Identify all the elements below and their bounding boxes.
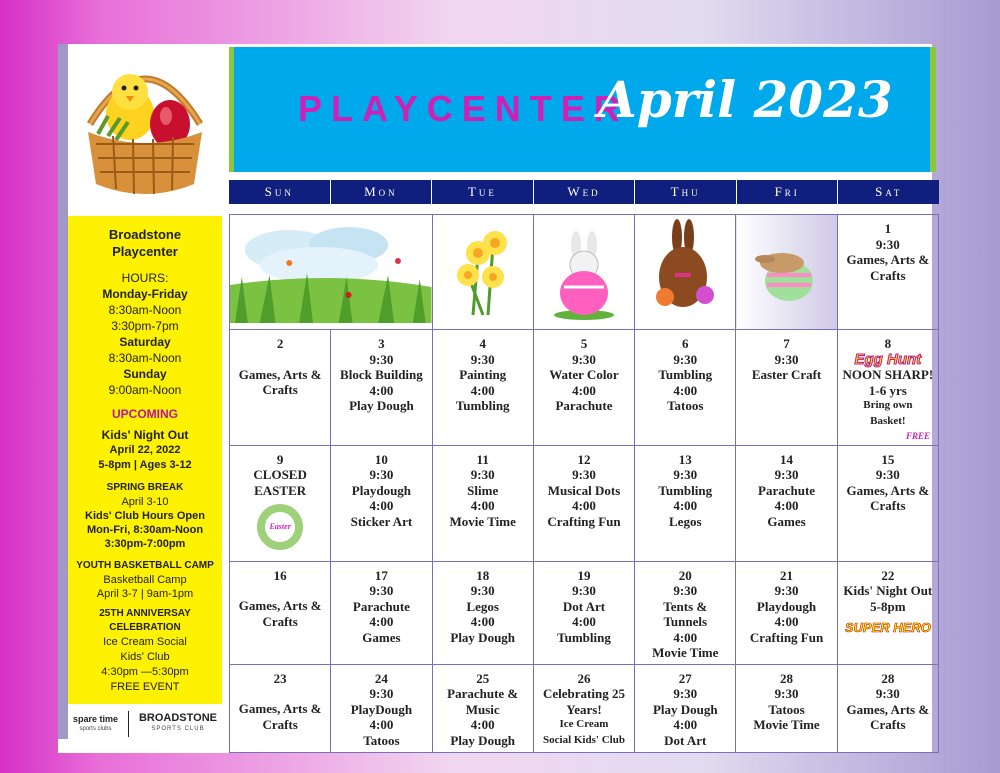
activity-line: Playdough [351, 482, 412, 498]
day-number: 13 [678, 451, 692, 467]
day-number: 1 [884, 221, 892, 236]
logo-spare-time-sub: sports clubs [79, 726, 112, 732]
calendar-day-3 [331, 330, 432, 446]
activity-line: 5-8pm [870, 598, 906, 614]
hours-day-weekday: Monday-Friday [102, 287, 188, 301]
activity-line: 4:00 [673, 717, 698, 732]
day-number: 23 [273, 670, 287, 686]
hours-time: 9:00am-Noon [108, 383, 182, 397]
activity-note: Bring own [863, 399, 913, 411]
day-number: 12 [577, 451, 591, 467]
calendar-day-13 [635, 445, 736, 561]
day-number: 2 [276, 336, 284, 351]
activity-line: 9:30 [369, 686, 394, 701]
activity-line: Games, Arts & [238, 366, 322, 382]
activity-line: Painting [459, 367, 507, 382]
logo-broadstone: BROADSTONE [138, 712, 217, 724]
activity-line: Crafts [870, 498, 906, 513]
sidebar [68, 44, 222, 739]
activity-line: Dot Art [664, 732, 707, 748]
activity-line: Crafting Fun [547, 513, 621, 529]
activity-line: Tumbling [658, 482, 713, 498]
calendar-day-16 [230, 561, 331, 664]
activity-line: Parachute [352, 598, 410, 614]
day-header-mon: Mon [331, 180, 433, 204]
day-number: 14 [780, 451, 794, 467]
activity-line: 9:30 [470, 351, 495, 367]
activity-line: 9:30 [572, 351, 596, 367]
hours-day-sunday: Sunday [123, 367, 167, 381]
day-number: 11 [476, 451, 489, 467]
anniversary-line: Ice Cream Social [103, 636, 187, 648]
camp-line: April 3-7 | 9am-1pm [96, 588, 194, 600]
activity-line: Crafts [262, 716, 298, 732]
calendar-week [230, 215, 939, 330]
activity-line: 4:00 [369, 717, 394, 732]
activity-line: Parachute [555, 398, 613, 413]
activity-line: 4:00 [470, 717, 495, 732]
activity-line: Tents & [663, 598, 708, 614]
activity-line: Kids' Night Out [843, 583, 933, 598]
activity-line: 4:00 [774, 614, 799, 629]
activity-line: Games, Arts & [846, 701, 930, 717]
egg-hunt-title: Egg Hunt [854, 350, 922, 368]
activity-line: Sticker Art [350, 513, 413, 529]
easter-basket-illustration [68, 44, 222, 214]
activity-line: 9:30 [875, 686, 900, 701]
activity-line: Play Dough [652, 701, 718, 717]
easter-wreath-icon [257, 504, 303, 550]
calendar-day-4 [432, 330, 533, 446]
activity-line: 9:30 [572, 583, 596, 598]
hours-time: 3:30pm-7pm [111, 319, 179, 333]
super-hero-badge: SUPER HERO [844, 620, 931, 635]
activity-line: 9:30 [369, 351, 394, 367]
day-number: 8 [884, 336, 892, 351]
activity-line: 9:30 [673, 583, 698, 598]
activity-line: Games [767, 513, 806, 529]
day-number: 28 [881, 670, 895, 686]
day-number: 17 [374, 567, 388, 583]
activity-line: 4:00 [470, 498, 495, 513]
day-number: 4 [479, 336, 486, 351]
activity-line: 9:30 [673, 686, 698, 701]
activity-line: 4:00 [369, 614, 394, 629]
calendar-day-18 [432, 561, 533, 664]
calendar-day-8 [837, 330, 938, 446]
calendar-day-11 [432, 445, 533, 561]
day-header-wed: Wed [534, 180, 636, 204]
activity-line: Games, Arts & [846, 482, 930, 498]
activity-line: Tatoos [768, 701, 805, 717]
calendar-week [230, 664, 939, 752]
activity-line: Games, Arts & [238, 598, 322, 613]
day-number: 20 [678, 567, 692, 583]
wreath-label: Easter [269, 522, 291, 532]
activity-line: 9:30 [470, 583, 495, 598]
activity-line: 4:00 [369, 498, 394, 513]
bunny-egg-illustration [533, 215, 634, 330]
header-accent-right [930, 47, 936, 172]
activity-line: Play Dough [450, 629, 516, 645]
activity-line: 9:30 [774, 686, 799, 701]
knout-date: April 22, 2022 [109, 444, 181, 456]
knout-title: Kids' Night Out [101, 428, 189, 442]
activity-line: 9:30 [774, 467, 799, 482]
calendar-day-17 [331, 561, 432, 664]
day-number: 28 [780, 670, 794, 686]
activity-line: Celebrating 25 [543, 686, 625, 701]
calendar-day-26 [533, 664, 634, 752]
day-header-tue: Tue [432, 180, 534, 204]
activity-line: Parachute [758, 482, 816, 498]
sleeping-bunny-illustration [736, 215, 837, 330]
activity-line: Crafts [870, 717, 906, 732]
activity-line: 9:30 [774, 351, 799, 367]
org-name-line2: Playcenter [112, 244, 178, 259]
day-number: 18 [476, 567, 490, 583]
activity-line: 4:00 [673, 498, 698, 513]
hours-time: 8:30am-Noon [108, 303, 182, 317]
day-number: 22 [881, 567, 895, 583]
activity-line: 4:00 [572, 498, 596, 513]
activity-line: Crafts [262, 382, 298, 397]
activity-line: Playdough [756, 598, 817, 614]
activity-note: Basket! [870, 414, 906, 427]
calendar-day-28 [736, 664, 837, 752]
activity-line: Crafts [870, 267, 906, 283]
activity-line: Parachute & [447, 686, 519, 701]
activity-line: Crafting Fun [749, 629, 824, 645]
camp-line: Basketball Camp [103, 574, 187, 586]
day-number: 19 [577, 567, 591, 583]
activity-line: Music [465, 701, 500, 717]
spring-break-title: SPRING BREAK [106, 482, 184, 493]
day-number: 26 [577, 670, 591, 686]
spring-break-dates: April 3-10 [121, 496, 169, 508]
free-badge: FREE [905, 431, 930, 441]
calendar-day-14 [736, 445, 837, 561]
calendar-day-24 [331, 664, 432, 752]
activity-line: Tumbling [455, 398, 510, 413]
activity-line: 4:00 [673, 382, 698, 398]
activity-note: Ice Cream [559, 718, 609, 730]
day-number: 9 [276, 451, 284, 467]
activity-line: CLOSED [253, 467, 307, 482]
title-word: PLAYCENTER [298, 88, 629, 129]
day-number: 7 [783, 336, 790, 351]
anniversary-line: FREE EVENT [110, 681, 180, 693]
activity-line: Legos [669, 513, 702, 529]
calendar-day-1 [837, 215, 938, 330]
activity-line: 4:00 [673, 629, 698, 645]
activity-line: 9:30 [875, 467, 900, 482]
activity-line: Movie Time [652, 645, 719, 660]
calendar-day-9 [230, 445, 331, 561]
activity-line: Games, Arts & [846, 252, 930, 267]
day-number: 25 [476, 670, 490, 686]
spring-break-line: 3:30pm-7:00pm [104, 538, 186, 550]
activity-line: Block Building [340, 367, 423, 382]
activity-line: 9:30 [673, 467, 698, 482]
day-number: 27 [678, 670, 692, 686]
activity-line: 9:30 [369, 583, 394, 598]
activity-line: 1-6 yrs [868, 382, 907, 398]
activity-line: Tunnels [663, 614, 708, 629]
activity-line: 9:30 [572, 467, 596, 482]
activity-line: 9:30 [369, 467, 394, 482]
activity-line: 4:00 [470, 614, 495, 629]
sidebar-info-panel [68, 216, 222, 744]
activity-line: Play Dough [450, 732, 516, 748]
day-number: 16 [273, 567, 287, 583]
day-header-thu: Thu [635, 180, 737, 204]
day-number: 15 [881, 451, 895, 467]
calendar-day-21 [736, 561, 837, 664]
anniversary-line: Kids' Club [120, 651, 170, 663]
activity-line: 9:30 [875, 236, 900, 252]
chocolate-bunny-illustration [635, 215, 736, 330]
activity-line: 9:30 [470, 467, 495, 482]
activity-line: 4:00 [774, 498, 799, 513]
day-number: 5 [580, 336, 588, 351]
day-header-sun: Sun [229, 180, 331, 204]
hours-time: 8:30am-Noon [108, 351, 182, 365]
activity-line: Movie Time [449, 513, 516, 529]
activity-line: Games, Arts & [238, 701, 322, 716]
knout-detail: 5-8pm | Ages 3-12 [98, 459, 192, 471]
calendar-day-19 [533, 561, 634, 664]
activity-line: Crafts [262, 613, 298, 629]
logo-spare-time: spare time [72, 714, 119, 724]
activity-line: 9:30 [673, 351, 698, 367]
activity-line: 4:00 [470, 382, 495, 398]
day-header-row [229, 180, 939, 204]
calendar-day-2 [230, 330, 331, 446]
activity-line: Tumbling [658, 367, 713, 382]
activity-line: Dot Art [562, 598, 606, 614]
activity-line: Years! [566, 701, 602, 717]
camp-title: YOUTH BASKETBALL CAMP [76, 560, 214, 571]
upcoming-label: UPCOMING [112, 407, 178, 421]
activity-line: Play Dough [349, 398, 414, 413]
day-number: 10 [374, 451, 388, 467]
activity-line: NOON SHARP! [842, 367, 934, 382]
activity-line: 4:00 [572, 382, 596, 398]
calendar-day-6 [635, 330, 736, 446]
calendar-grid [229, 214, 939, 753]
activity-line: Legos [466, 598, 499, 614]
day-number: 6 [682, 336, 689, 351]
calendar-day-23 [230, 664, 331, 752]
anniversary-title: 25TH ANNIVERSAY [99, 608, 191, 619]
activity-line: Games [362, 629, 401, 645]
day-number: 3 [378, 336, 385, 351]
calendar-day-5 [533, 330, 634, 446]
anniversary-line: 4:30pm —5:30pm [101, 666, 189, 678]
activity-line: Musical Dots [547, 482, 621, 498]
activity-line: PlayDough [350, 701, 413, 717]
activity-line: Tumbling [557, 629, 611, 645]
day-number: 21 [780, 567, 794, 583]
sponsor-logos [68, 704, 222, 744]
hours-label: HOURS: [121, 271, 169, 285]
activity-line: Movie Time [753, 717, 820, 732]
org-name-line1: Broadstone [108, 227, 182, 242]
calendar-day-29 [837, 664, 938, 752]
activity-line: 4:00 [572, 614, 596, 629]
day-header-sat: Sat [875, 184, 903, 199]
activity-note: Social Kids' Club [543, 733, 625, 746]
meadow-illustration [230, 215, 433, 330]
activity-line: Slime [467, 482, 499, 498]
calendar-day-25 [432, 664, 533, 752]
calendar-week [230, 561, 939, 664]
activity-line: Tatoos [363, 732, 400, 748]
day-number: 24 [374, 670, 388, 686]
sidebar-strip [58, 44, 68, 739]
daffodil-illustration [432, 215, 533, 330]
spring-break-line: Kids' Club Hours Open [85, 510, 205, 522]
spring-break-line: Mon-Fri, 8:30am-Noon [86, 524, 204, 536]
calendar-week [230, 445, 939, 561]
calendar-day-20 [635, 561, 736, 664]
logo-broadstone-sub: SPORTS CLUB [151, 726, 205, 732]
activity-line: Water Color [549, 367, 619, 382]
calendar-day-15 [837, 445, 938, 561]
title-month: April 2023 [598, 70, 893, 129]
day-header-fri: Fri [737, 180, 839, 204]
calendar-day-12 [533, 445, 634, 561]
calendar-day-27 [635, 664, 736, 752]
calendar-day-7 [736, 330, 837, 446]
hours-day-saturday: Saturday [119, 335, 171, 349]
calendar-week [230, 330, 939, 446]
activity-line: 9:30 [774, 583, 799, 598]
calendar-day-10 [331, 445, 432, 561]
activity-line: Tatoos [667, 398, 704, 413]
anniversary-title: CELEBRATION [109, 622, 181, 633]
activity-line: 4:00 [369, 382, 394, 398]
activity-line: Easter Craft [751, 367, 822, 382]
calendar-day-22 [837, 561, 938, 664]
activity-line: EASTER [254, 482, 307, 498]
